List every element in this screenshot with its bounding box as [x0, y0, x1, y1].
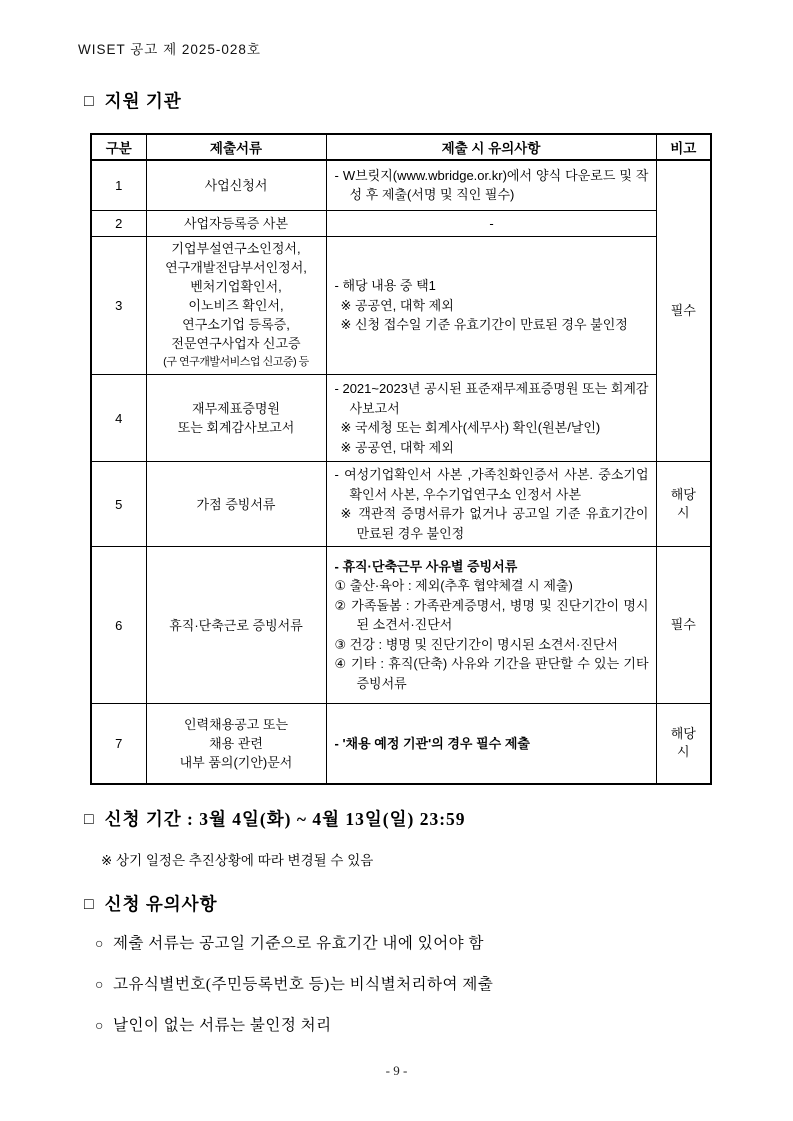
- note-line: ① 출산·육아 : 제외(추후 협약체결 시 제출): [334, 578, 573, 594]
- row-number: 7: [91, 704, 146, 784]
- doc-line: 벤처기업확인서,: [190, 279, 282, 294]
- doc-line: 연구소기업 등록증,: [182, 317, 290, 332]
- cell-notes: [326, 210, 656, 237]
- square-bullet-icon: □: [84, 896, 95, 913]
- notice-section-title-text: 신청 유의사항: [104, 894, 218, 914]
- note-line: - 여성기업확인서 사본 ,가족친화인증서 사본. 중소기업확인서 사본, 우수기업연구소 인정서 사본: [334, 467, 649, 502]
- cell-documents: [146, 462, 326, 547]
- header-notes: 제출 시 유의사항: [326, 134, 656, 160]
- row-number: 4: [91, 375, 146, 462]
- row-number: 6: [91, 547, 146, 704]
- cell-notes: [326, 375, 656, 462]
- doc-line: 가점 증빙서류: [196, 496, 276, 512]
- row-number: 2: [91, 210, 146, 237]
- notice-item-text: 제출 서류는 공고일 기준으로 유효기간 내에 있어야 함: [112, 935, 485, 952]
- cell-documents: [146, 237, 326, 375]
- doc-number: WISET 공고 제 2025-028호: [78, 42, 261, 57]
- circle-bullet-icon: ○: [95, 978, 104, 993]
- note-line: - 해당 내용 중 택1: [334, 278, 436, 294]
- circle-bullet-icon: ○: [95, 937, 104, 952]
- note-line-bold: - 휴직·단축근무 사유별 증빙서류: [334, 558, 518, 574]
- note-line-bold: - '채용 예정 기관'의 경우 필수 제출: [334, 735, 530, 751]
- cell-notes: [326, 547, 656, 704]
- page-number: - 9 -: [385, 1063, 408, 1078]
- cell-notes: [326, 704, 656, 784]
- table-row: [91, 462, 711, 547]
- doc-line: 채용 관련: [209, 735, 263, 751]
- note-line: ※ 신청 접수일 기준 유효기간이 만료된 경우 불인정: [340, 317, 628, 333]
- note-line: ② 가족돌봄 : 가족관계증명서, 병명 및 진단기간이 명시된 소견서·진단서: [334, 597, 649, 633]
- cell-documents: [146, 704, 326, 784]
- support-section-title-text: 지원 기관: [104, 91, 182, 111]
- table-row: [91, 375, 711, 462]
- doc-line: 인력채용공고 또는: [183, 716, 289, 732]
- cell-notes: [326, 237, 656, 375]
- period-note: ※ 상기 일정은 추진상황에 따라 변경될 수 있음: [101, 853, 374, 868]
- header-documents: 제출서류: [146, 134, 326, 160]
- table-row: [91, 704, 711, 784]
- cell-remark-required: 필수: [656, 547, 711, 704]
- cell-remark-if-applicable: 해당 시: [656, 462, 711, 547]
- notice-item-text: 고유식별번호(주민등록번호 등)는 비식별처리하여 제출: [112, 976, 494, 993]
- doc-line: 이노비즈 확인서,: [188, 298, 284, 313]
- table-header-row: [91, 134, 711, 160]
- table-row: [91, 547, 711, 704]
- cell-remark-required: 필수: [656, 160, 711, 462]
- notice-item: [95, 972, 493, 994]
- circle-bullet-icon: ○: [95, 1019, 104, 1034]
- note-line: ※ 객관적 증명서류가 없거나 공고일 기준 유효기간이 만료된 경우 불인정: [340, 506, 649, 541]
- note-line: ※ 공공연, 대학 제외: [340, 439, 454, 455]
- doc-line: 사업신청서: [204, 177, 268, 193]
- row-number: 1: [91, 160, 146, 210]
- square-bullet-icon: □: [84, 811, 95, 828]
- note-line: ※ 국세청 또는 회계사(세무사) 확인(원본/날인): [340, 420, 601, 435]
- doc-line: 기업부설연구소인정서,: [171, 241, 301, 256]
- submission-documents-table: [90, 133, 712, 785]
- row-number: 5: [91, 462, 146, 547]
- cell-documents: [146, 547, 326, 704]
- notice-item-text: 날인이 없는 서류는 불인정 처리: [112, 1017, 332, 1034]
- cell-notes: [326, 160, 656, 210]
- doc-line: 재무제표증명원: [192, 401, 280, 416]
- table-row: [91, 210, 711, 237]
- period-section-title-text: 신청 기간 : 3월 4일(화) ~ 4월 13일(일) 23:59: [104, 809, 466, 829]
- note-line: -: [489, 215, 494, 231]
- note-line: ※ 공공연, 대학 제외: [340, 297, 454, 313]
- doc-line-small: (구 연구개발서비스업 신고증) 등: [163, 356, 309, 368]
- cell-documents: [146, 210, 326, 237]
- note-line: - W브릿지(www.wbridge.or.kr)에서 양식 다운로드 및 작성 후 제출(서명 및 직인 필수): [334, 167, 649, 203]
- cell-remark-if-applicable: 해당 시: [656, 704, 711, 784]
- period-section-title: [84, 806, 466, 831]
- cell-documents: [146, 375, 326, 462]
- header-remarks: 비고: [656, 134, 711, 160]
- doc-line: 연구개발전담부서인정서,: [165, 260, 307, 275]
- square-bullet-icon: □: [84, 93, 95, 110]
- support-section-title: [84, 88, 182, 113]
- notice-item: [95, 1013, 332, 1035]
- note-line: - 2021~2023년 공시된 표준재무제표증명원 또는 회계감사보고서: [334, 381, 649, 416]
- cell-documents: [146, 160, 326, 210]
- doc-line: 휴직·단축근로 증빙서류: [169, 617, 303, 633]
- doc-line: 전문연구사업자 신고증: [171, 336, 301, 351]
- notice-item: [95, 931, 484, 953]
- table-row: [91, 237, 711, 375]
- cell-notes: [326, 462, 656, 547]
- note-line: ④ 기타 : 휴직(단축) 사유와 기간을 판단할 수 있는 기타 증빙서류: [334, 656, 649, 691]
- doc-line: 사업자등록증 사본: [183, 215, 289, 231]
- header-category: 구분: [91, 134, 146, 160]
- row-number: 3: [91, 237, 146, 375]
- table-row: [91, 160, 711, 210]
- doc-line: 내부 품의(기안)문서: [179, 754, 293, 770]
- note-line: ③ 건강 : 병명 및 진단기간이 명시된 소견서·진단서: [334, 636, 618, 652]
- doc-line: 또는 회계감사보고서: [177, 420, 295, 435]
- notice-section-title: [84, 891, 217, 916]
